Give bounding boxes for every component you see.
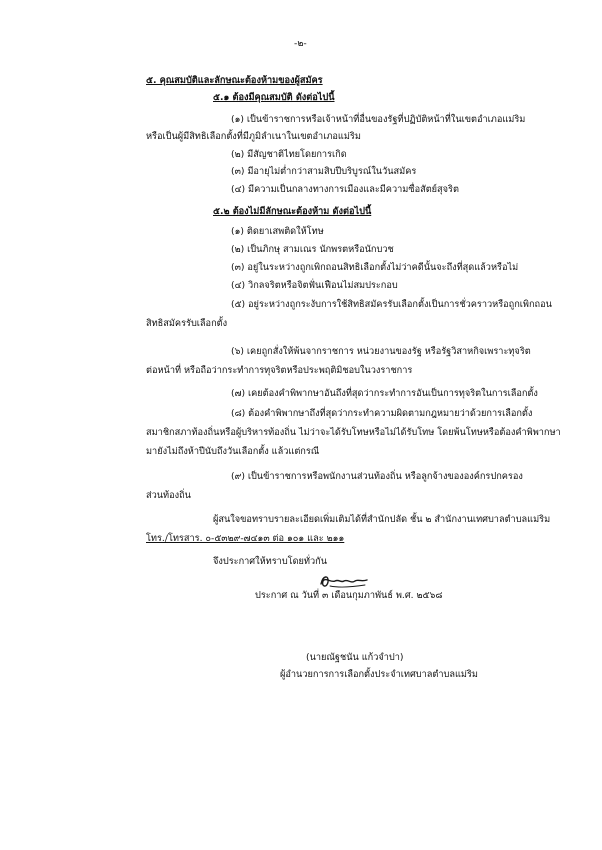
subsection-1-title: ๕.๑ ต้องมีคุณสมบัติ ดังต่อไปนี้ <box>213 92 335 103</box>
prohibition-item: (๘) ต้องคำพิพากษาถึงที่สุดว่ากระทำความผิดตามกฎหมายว่าด้วยการเลือกตั้ง <box>231 408 533 419</box>
signer-position: ผู้อำนวยการการเลือกตั้งประจำเทศบาลตำบลแม่ริม <box>280 669 478 680</box>
signature-image <box>316 570 372 592</box>
page-number: -๒- <box>294 38 307 49</box>
prohibition-item-cont: สิทธิสมัครรับเลือกตั้ง <box>146 318 228 329</box>
contact-phone: โทร./โทรสาร. ๐-๕๓๒๙-๗๔๑๓ ต่อ ๑๐๑ และ ๒๑๑ <box>146 533 345 544</box>
prohibition-item: (๕) อยู่ระหว่างถูกระงับการใช้สิทธิสมัครรับเลือกตั้งเป็นการชั่วคราวหรือถูกเพิกถอน <box>231 299 552 310</box>
qualification-item: (๒) มีสัญชาติไทยโดยการเกิด <box>231 149 347 160</box>
subsection-2-title: ๕.๒ ต้องไม่มีลักษณะต้องห้าม ดังต่อไปนี้ <box>213 206 372 217</box>
prohibition-item-cont: ต่อหน้าที่ หรือถือว่ากระทำการทุจริตหรือประพฤติมิชอบในวงราชการ <box>146 365 413 376</box>
prohibition-item: (๒) เป็นภิกษุ สามเณร นักพรตหรือนักบวช <box>231 244 394 255</box>
prohibition-item: (๗) เคยต้องคำพิพากษาอันถึงที่สุดว่ากระทำการอันเป็นการทุจริตในการเลือกตั้ง <box>231 388 538 399</box>
section-title: ๕. คุณสมบัติและลักษณะต้องห้ามของผู้สมัคร <box>146 75 323 86</box>
prohibition-item-cont: ส่วนท้องถิ่น <box>146 490 191 501</box>
closing-statement: จึงประกาศให้ทราบโดยทั่วกัน <box>213 556 327 567</box>
qualification-item: (๓) มีอายุไม่ต่ำกว่าสามสิบปีบริบูรณ์ในวันสมัคร <box>231 166 417 177</box>
contact-line: ผู้สนใจขอทราบรายละเอียดเพิ่มเติมได้ที่สำนักปลัด ชั้น ๒ สำนักงานเทศบาลตำบลแม่ริม <box>213 514 551 525</box>
prohibition-item: (๓) อยู่ในระหว่างถูกเพิกถอนสิทธิเลือกตั้งไม่ว่าคดีนั้นจะถึงที่สุดแล้วหรือไม่ <box>231 262 519 273</box>
prohibition-item: (๖) เคยถูกสั่งให้พ้นจากราชการ หน่วยงานของรัฐ หรือรัฐวิสาหกิจเพราะทุจริต <box>231 346 531 357</box>
prohibition-item: (๔) วิกลจริตหรือจิตฟั่นเฟือนไม่สมประกอบ <box>231 280 398 291</box>
qualification-item: (๔) มีความเป็นกลางทางการเมืองและมีความซื่อสัตย์สุจริต <box>231 184 459 195</box>
qualification-item: (๑) เป็นข้าราชการหรือเจ้าหน้าที่อื่นของรัฐที่ปฏิบัติหน้าที่ในเขตอำเภอแม่ริม <box>231 114 526 125</box>
announcement-date: ประกาศ ณ วันที่ ๓ เดือนกุมภาพันธ์ พ.ศ. ๒๕๖๘ <box>255 590 443 601</box>
qualification-item-cont: หรือเป็นผู้มีสิทธิเลือกตั้งที่มีภูมิลำเนาในเขตอำเภอแม่ริม <box>146 131 361 142</box>
prohibition-item-cont: มายังไม่ถึงห้าปีนับถึงวันเลือกตั้ง แล้วแต่กรณี <box>146 446 320 457</box>
prohibition-item-cont: สมาชิกสภาท้องถิ่นหรือผู้บริหารท้องถิ่น ไม่ว่าจะได้รับโทษหรือไม่ได้รับโทษ โดยพ้นโทษหรือต้องคำพิพากษา <box>146 427 561 438</box>
prohibition-item: (๑) ติดยาเสพติดให้โทษ <box>231 226 324 237</box>
prohibition-item: (๙) เป็นข้าราชการหรือพนักงานส่วนท้องถิ่น หรือลูกจ้างขององค์กรปกครอง <box>231 471 523 482</box>
signer-name: (นายณัฐชนัน แก้วจำปา) <box>306 652 404 663</box>
